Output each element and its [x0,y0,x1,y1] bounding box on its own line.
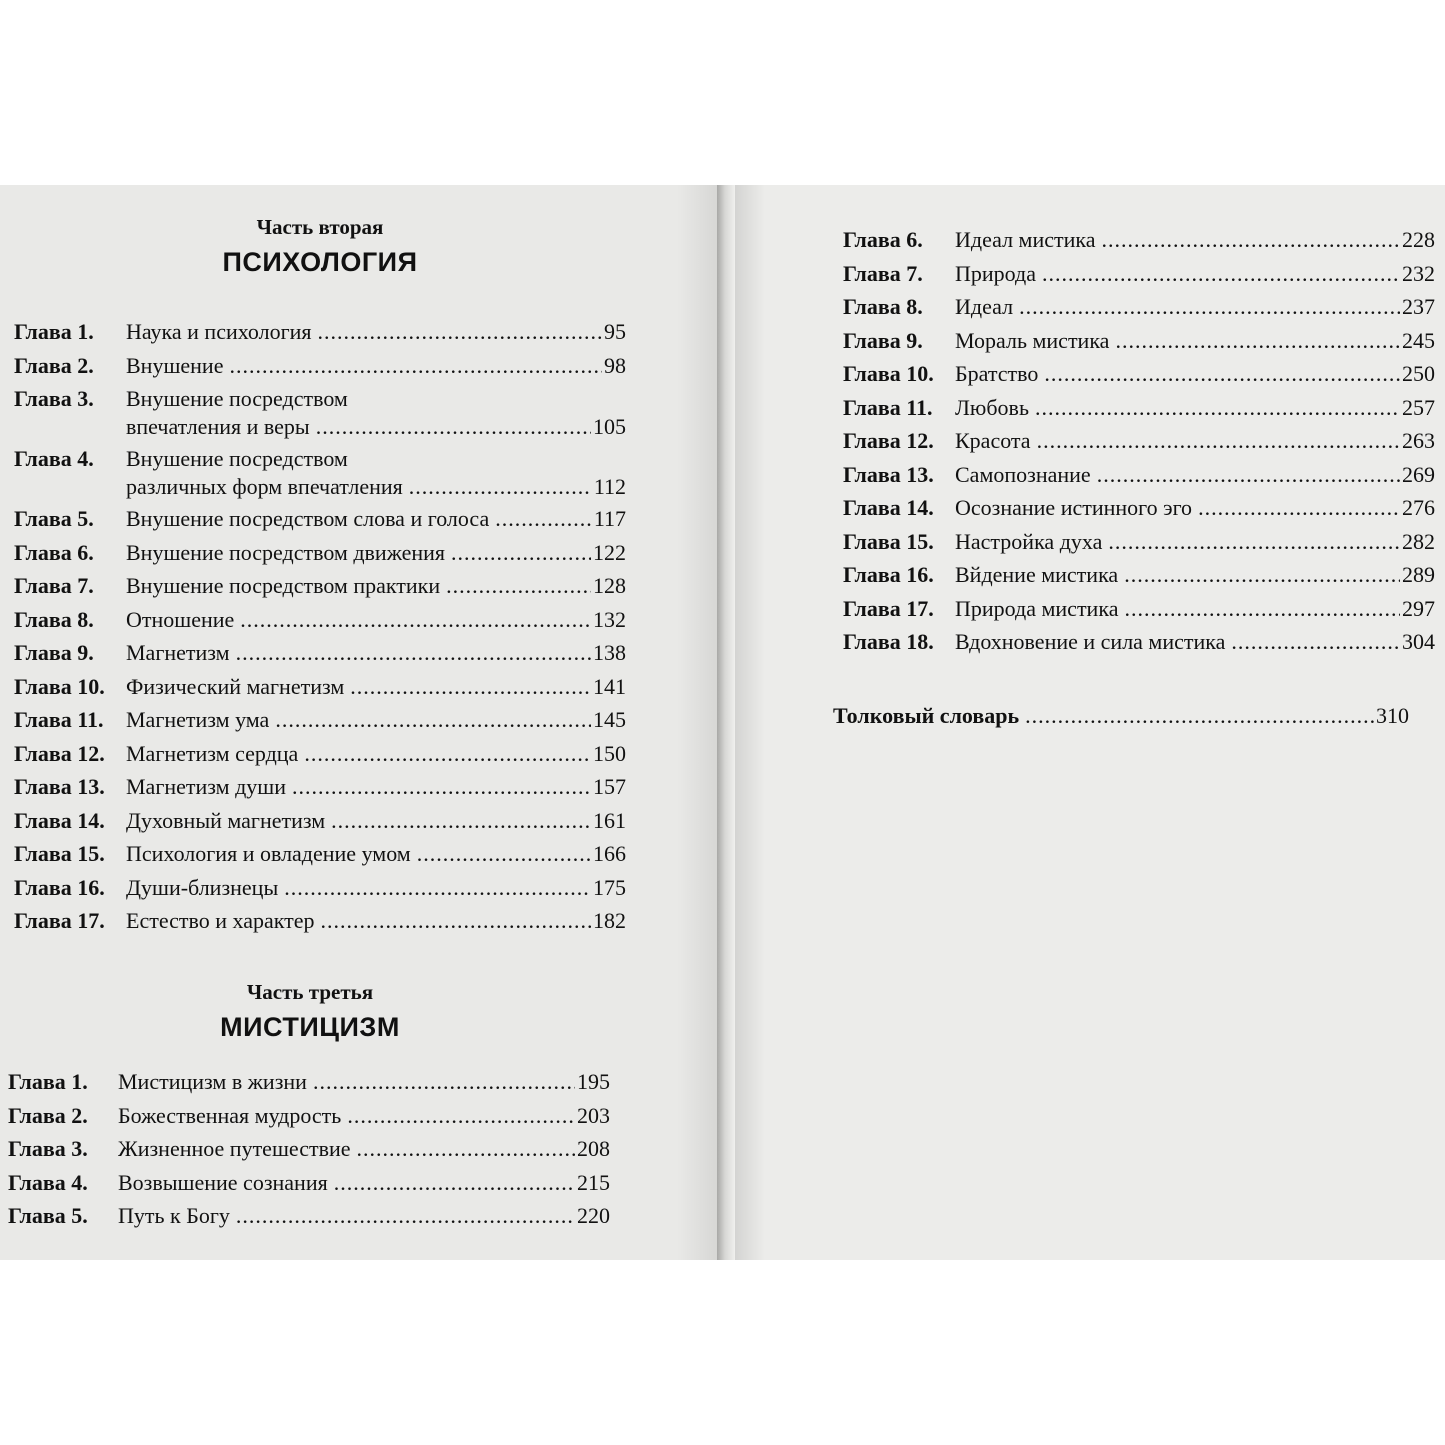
section-heading: МИСТИЦИЗМ [220,1012,400,1042]
chapter-number: Глава 6. [14,539,94,565]
chapter-number: Глава 17. [843,595,934,621]
chapter-number: Глава 4. [14,446,94,471]
toc-entry [14,837,626,871]
toc-entry [14,737,626,771]
leader-dots [451,536,591,570]
chapter-title: Божественная мудрость [118,1102,342,1128]
toc-entry [843,424,1435,458]
page-number: 237 [1402,294,1435,319]
leader-dots [316,410,591,444]
chapter-number: Глава 6. [843,227,923,252]
chapter-number: Глава 8. [14,606,94,632]
leader-dots [1198,491,1400,525]
chapter-number: Глава 17. [14,908,105,933]
page-number: 157 [593,774,626,799]
chapter-number: Глава 8. [843,294,923,319]
page-number: 304 [1402,629,1435,654]
toc-entry [14,569,626,603]
left-page [0,185,717,1260]
leader-dots [236,636,591,670]
page-number: 128 [593,573,626,598]
leader-dots [304,737,591,771]
toc-entry [14,804,626,838]
toc-entry [843,491,1435,525]
toc-entry [843,324,1435,358]
page-number: 122 [593,539,626,565]
toc-mysticism-continued [843,223,1435,659]
leader-dots [350,670,591,704]
chapter-number: Глава 9. [843,327,923,353]
chapter-number: Глава 14. [843,495,934,520]
chapter-number: Глава 10. [14,673,105,699]
page-number: 215 [577,1169,610,1195]
part-heading: Часть третья [246,980,374,1004]
page-number: 132 [593,606,626,632]
toc-entry [843,625,1435,659]
chapter-number: Глава 16. [14,874,105,900]
chapter-number: Глава 16. [843,562,934,587]
chapter-number: Глава 18. [843,629,934,654]
glossary-title: Толковый словарь [833,703,1020,728]
leader-dots [1044,357,1400,391]
chapter-title: Вдохновение и сила мистика [955,629,1226,654]
page-number: 257 [1402,394,1435,420]
chapter-number: Глава 1. [14,319,94,344]
toc-entry [14,871,626,905]
toc-mysticism [8,1065,610,1233]
section-heading: ПСИХОЛОГИЯ [222,247,418,277]
page-number: 166 [593,841,626,866]
toc-entry [843,458,1435,492]
chapter-title: Внушение посредством движения [126,539,446,565]
chapter-title: Внушение [126,352,224,378]
chapter-number: Глава 13. [843,461,934,487]
toc-entry [14,536,626,570]
toc-entry [14,904,626,938]
page-number: 228 [1402,227,1435,252]
chapter-title: Настройка духа [955,528,1103,554]
chapter-title: Внушение посредством слова и голоса [126,506,490,531]
chapter-title: Внушение посредством практики [126,573,441,598]
leader-dots [1042,257,1400,291]
page-number: 263 [1402,428,1435,453]
chapter-title: Идеал мистика [955,227,1096,252]
page-number: 276 [1402,495,1435,520]
chapter-number: Глава 1. [8,1069,88,1094]
toc-entry [843,223,1435,257]
book-spread [0,185,1445,1260]
page-shadow [735,185,765,1260]
chapter-number: Глава 9. [14,640,94,665]
page-number: 182 [593,908,626,933]
leader-dots [1102,223,1400,257]
toc-entry [14,502,626,536]
toc-entry [14,636,626,670]
chapter-title: Духовный магнетизм [126,807,326,833]
right-page [735,185,1445,1260]
toc-entry [843,592,1435,626]
toc-entry [14,382,626,442]
leader-dots [1025,701,1374,731]
toc-entry [14,670,626,704]
toc-entry [14,703,626,737]
chapter-number: Глава 2. [8,1102,88,1128]
page-number: 141 [593,673,626,699]
leader-dots [409,470,592,504]
chapter-title: Магнетизм [126,640,230,665]
chapter-number: Глава 12. [14,740,105,766]
leader-dots [1115,324,1400,358]
page-number: 203 [577,1102,610,1128]
chapter-number: Глава 3. [14,386,94,411]
page-number: 220 [577,1203,610,1228]
leader-dots [292,770,591,804]
leader-dots [275,703,591,737]
glossary-entry [833,701,1409,731]
page-number: 145 [593,707,626,732]
leader-dots [1108,525,1400,559]
page-number: 95 [604,319,626,344]
chapter-number: Глава 3. [8,1136,88,1161]
chapter-title: Магнетизм сердца [126,740,299,766]
toc-entry [8,1132,610,1166]
leader-dots [1231,625,1400,659]
page-number: 117 [593,506,626,531]
chapter-number: Глава 4. [8,1169,88,1195]
page-number: 112 [593,474,626,499]
chapter-number: Глава 14. [14,807,105,833]
leader-dots [331,804,591,838]
page-number: 150 [593,740,626,766]
chapter-title: Вйдение мистика [955,562,1119,587]
chapter-title: Отношение [126,606,235,632]
leader-dots [321,904,591,938]
page-number: 232 [1402,260,1435,286]
chapter-title: Души-близнецы [126,874,279,900]
chapter-number: Глава 12. [843,428,934,453]
page-number: 282 [1402,528,1435,554]
leader-dots [347,1099,575,1133]
page-number: 138 [593,640,626,665]
page-number: 250 [1402,361,1435,386]
page-number: 310 [1376,703,1409,728]
chapter-title: Красота [955,428,1031,453]
page-number: 98 [604,352,626,378]
chapter-number: Глава 2. [14,352,94,378]
chapter-title: Природа [955,260,1036,286]
leader-dots [318,315,602,349]
chapter-title: Жизненное путешествие [118,1136,351,1161]
chapter-title: Наука и психология [126,319,312,344]
page-number: 208 [577,1136,610,1161]
chapter-number: Глава 7. [843,260,923,286]
page-number: 297 [1402,595,1435,621]
leader-dots [229,349,602,383]
page-number: 245 [1402,327,1435,353]
toc-entry [14,349,626,383]
toc-entry [843,257,1435,291]
chapter-title: Идеал [955,294,1014,319]
chapter-number: Глава 11. [14,707,104,732]
toc-entry [843,290,1435,324]
chapter-title: Братство [955,361,1039,386]
leader-dots [1097,458,1400,492]
chapter-number: Глава 13. [14,774,105,799]
chapter-number: Глава 15. [14,841,105,866]
chapter-title: Природа мистика [955,595,1119,621]
leader-dots [417,837,591,871]
chapter-title: Возвышение сознания [118,1169,328,1195]
leader-dots [446,569,591,603]
toc-entry [8,1166,610,1200]
page-shadow [677,185,717,1260]
toc-entry [14,603,626,637]
page-number: 195 [577,1069,610,1094]
chapter-title-line1: Внушение посредством [126,446,348,471]
leader-dots [1124,558,1400,592]
page-number: 161 [593,807,626,833]
leader-dots [495,502,592,536]
chapter-title: Магнетизм души [126,774,286,799]
chapter-title: Самопознание [955,461,1091,487]
chapter-number: Глава 5. [14,506,94,531]
chapter-title: Мораль мистика [955,327,1110,353]
chapter-title: Путь к Богу [118,1203,230,1228]
chapter-title: Любовь [955,394,1029,420]
chapter-title: Магнетизм ума [126,707,270,732]
leader-dots [357,1132,575,1166]
page-number: 175 [593,874,626,900]
leader-dots [1124,592,1400,626]
chapter-title: Осознание истинного эго [955,495,1193,520]
leader-dots [313,1065,575,1099]
chapter-title: Физический магнетизм [126,673,345,699]
leader-dots [1019,290,1400,324]
chapter-number: Глава 7. [14,573,94,598]
toc-entry [843,558,1435,592]
leader-dots [1037,424,1400,458]
toc-entry [8,1099,610,1133]
book-gutter [717,185,735,1260]
chapter-title: впечатления и веры [126,414,310,439]
chapter-number: Глава 5. [8,1203,88,1228]
leader-dots [1035,391,1400,425]
leader-dots [334,1166,575,1200]
leader-dots [240,603,591,637]
chapter-title-line1: Внушение посредством [126,386,348,411]
toc-psychology [14,315,626,938]
toc-entry [843,391,1435,425]
chapter-title: Мистицизм в жизни [118,1069,307,1094]
toc-entry [8,1065,610,1099]
chapter-title: Психология и овладение умом [126,841,411,866]
toc-entry [8,1199,610,1233]
chapter-title: различных форм впечатления [126,474,403,499]
toc-entry [14,442,626,502]
chapter-title: Естество и характер [126,908,315,933]
page-number: 269 [1402,461,1435,487]
chapter-number: Глава 10. [843,361,934,386]
part-heading: Часть вторая [256,215,384,239]
toc-entry [843,357,1435,391]
toc-entry [843,525,1435,559]
chapter-number: Глава 15. [843,528,934,554]
leader-dots [284,871,591,905]
page-number: 105 [593,414,626,439]
leader-dots [236,1199,575,1233]
page-number: 289 [1402,562,1435,587]
toc-entry [14,315,626,349]
toc-entry [14,770,626,804]
chapter-number: Глава 11. [843,394,933,420]
